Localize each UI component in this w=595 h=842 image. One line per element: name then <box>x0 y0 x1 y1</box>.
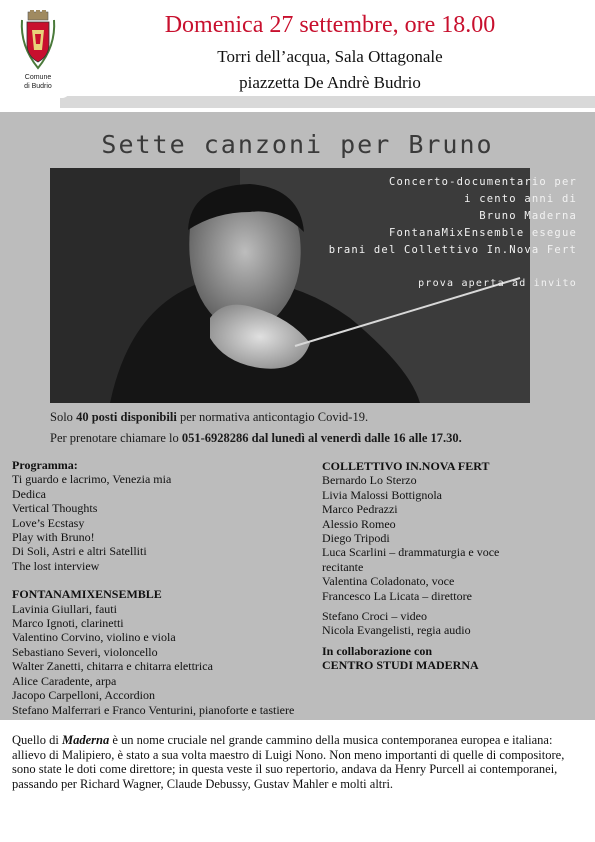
collettivo-member: Alessio Romeo <box>322 516 396 531</box>
collaboration-partner: CENTRO STUDI MADERNA <box>322 658 479 673</box>
event-date: Domenica 27 settembre, ore 18.00 <box>164 12 496 38</box>
ensemble-member: Walter Zanetti, chitarra e chitarra elettrica <box>12 659 213 674</box>
coat-of-arms-icon <box>16 10 60 72</box>
collettivo-member: Valentina Coladonato, voce <box>322 574 455 589</box>
photo-caption-line: brani del Collettivo In.Nova Fert <box>328 244 577 256</box>
seating-notice <box>50 410 580 425</box>
booking-phone-hours: 051-6928286 dal lunedì al venerdì dalle 16 alle 17.30. <box>181 431 462 445</box>
seating-count: 40 posti disponibili <box>76 410 177 424</box>
seating-notice-text: Solo <box>50 410 77 424</box>
photo-caption-line: Concerto-documentario per <box>388 176 577 188</box>
program-item: Play with Bruno! <box>12 530 95 545</box>
credit-line: Stefano Croci – video <box>322 609 427 624</box>
photo-caption-line: i cento anni di <box>464 193 577 205</box>
collettivo-member: Livia Malossi Bottignola <box>322 487 442 502</box>
ensemble-member: Valentino Corvino, violino e viola <box>12 630 176 645</box>
event-venue: Torri dell’acqua, Sala Ottagonale <box>217 47 443 66</box>
photo-caption-line: Bruno Maderna <box>479 210 577 222</box>
collettivo-column <box>322 459 592 673</box>
photo-caption-line: FontanaMixEnsemble esegue <box>388 227 577 239</box>
event-address: piazzetta De Andrè Budrio <box>239 73 421 92</box>
seating-notice-text: per normativa anticontagio Covid-19. <box>176 410 369 424</box>
bio-name: Maderna <box>62 733 110 747</box>
collettivo-member: Diego Tripodi <box>322 531 390 546</box>
collaboration-label: In collaborazione con <box>322 643 432 658</box>
comune-logo <box>6 8 70 98</box>
collettivo-member: recitante <box>322 559 364 574</box>
booking-notice <box>50 431 580 446</box>
prova-aperta-note: prova aperta ad invito <box>418 278 577 289</box>
collettivo-member: Marco Pedrazzi <box>322 502 398 517</box>
program-item: Vertical Thoughts <box>12 501 98 516</box>
ensemble-member: Jacopo Carpelloni, Accordion <box>12 688 155 703</box>
collettivo-member: Francesco La Licata – direttore <box>322 588 472 603</box>
ensemble-member: Marco Ignoti, clarinetti <box>12 616 124 631</box>
program-item: Love’s Ecstasy <box>12 515 85 530</box>
collettivo-heading: COLLETTIVO IN.NOVA FERT <box>322 459 490 473</box>
program-item: Ti guardo e lacrimo, Venezia mia <box>12 472 172 487</box>
bio-text: è un nome cruciale nel grande cammino della musica contemporanea europea e italiana: allievo di Malipiero, è stato a sua volta maestro di Luigi Nono. Non meno importanti di quelle di compositore, sono state le doti come direttore; in questa veste il suo repertorio, andava da Henry Purcell ai contemporanei, passando per Richard Wagner, Claude Debussy, Gustav Mahler e molti altri. <box>12 733 565 791</box>
collettivo-member: Bernardo Lo Sterzo <box>322 473 417 488</box>
program-item: The lost interview <box>12 558 100 573</box>
ensemble-heading: FONTANAMIXENSEMBLE <box>12 587 162 602</box>
ensemble-member: Sebastiano Severi, violoncello <box>12 644 158 659</box>
main-title: Sette canzoni per Bruno <box>101 130 494 159</box>
ensemble-member: Lavinia Giullari, fauti <box>12 601 117 616</box>
program-item: Dedica <box>12 486 46 501</box>
bio-text: Quello di <box>12 733 62 747</box>
ensemble-member: Stefano Malferrari e Franco Venturini, pianoforte e tastiere <box>12 702 295 717</box>
program-column <box>12 458 332 717</box>
logo-caption-line1: Comune <box>24 74 52 81</box>
logo-caption-line2: di Budrio <box>24 83 52 90</box>
credit-line: Nicola Evangelisti, regia audio <box>322 623 471 638</box>
program-item: Di Soli, Astri e altri Satelliti <box>12 544 147 559</box>
collettivo-member: Luca Scarlini – drammaturgia e voce <box>322 545 500 560</box>
programma-heading: Programma: <box>12 458 78 472</box>
ensemble-member: Alice Caradente, arpa <box>12 673 117 688</box>
maderna-bio <box>12 733 582 791</box>
header-shadow <box>60 96 595 108</box>
booking-notice-text: Per prenotare chiamare lo <box>50 431 182 445</box>
